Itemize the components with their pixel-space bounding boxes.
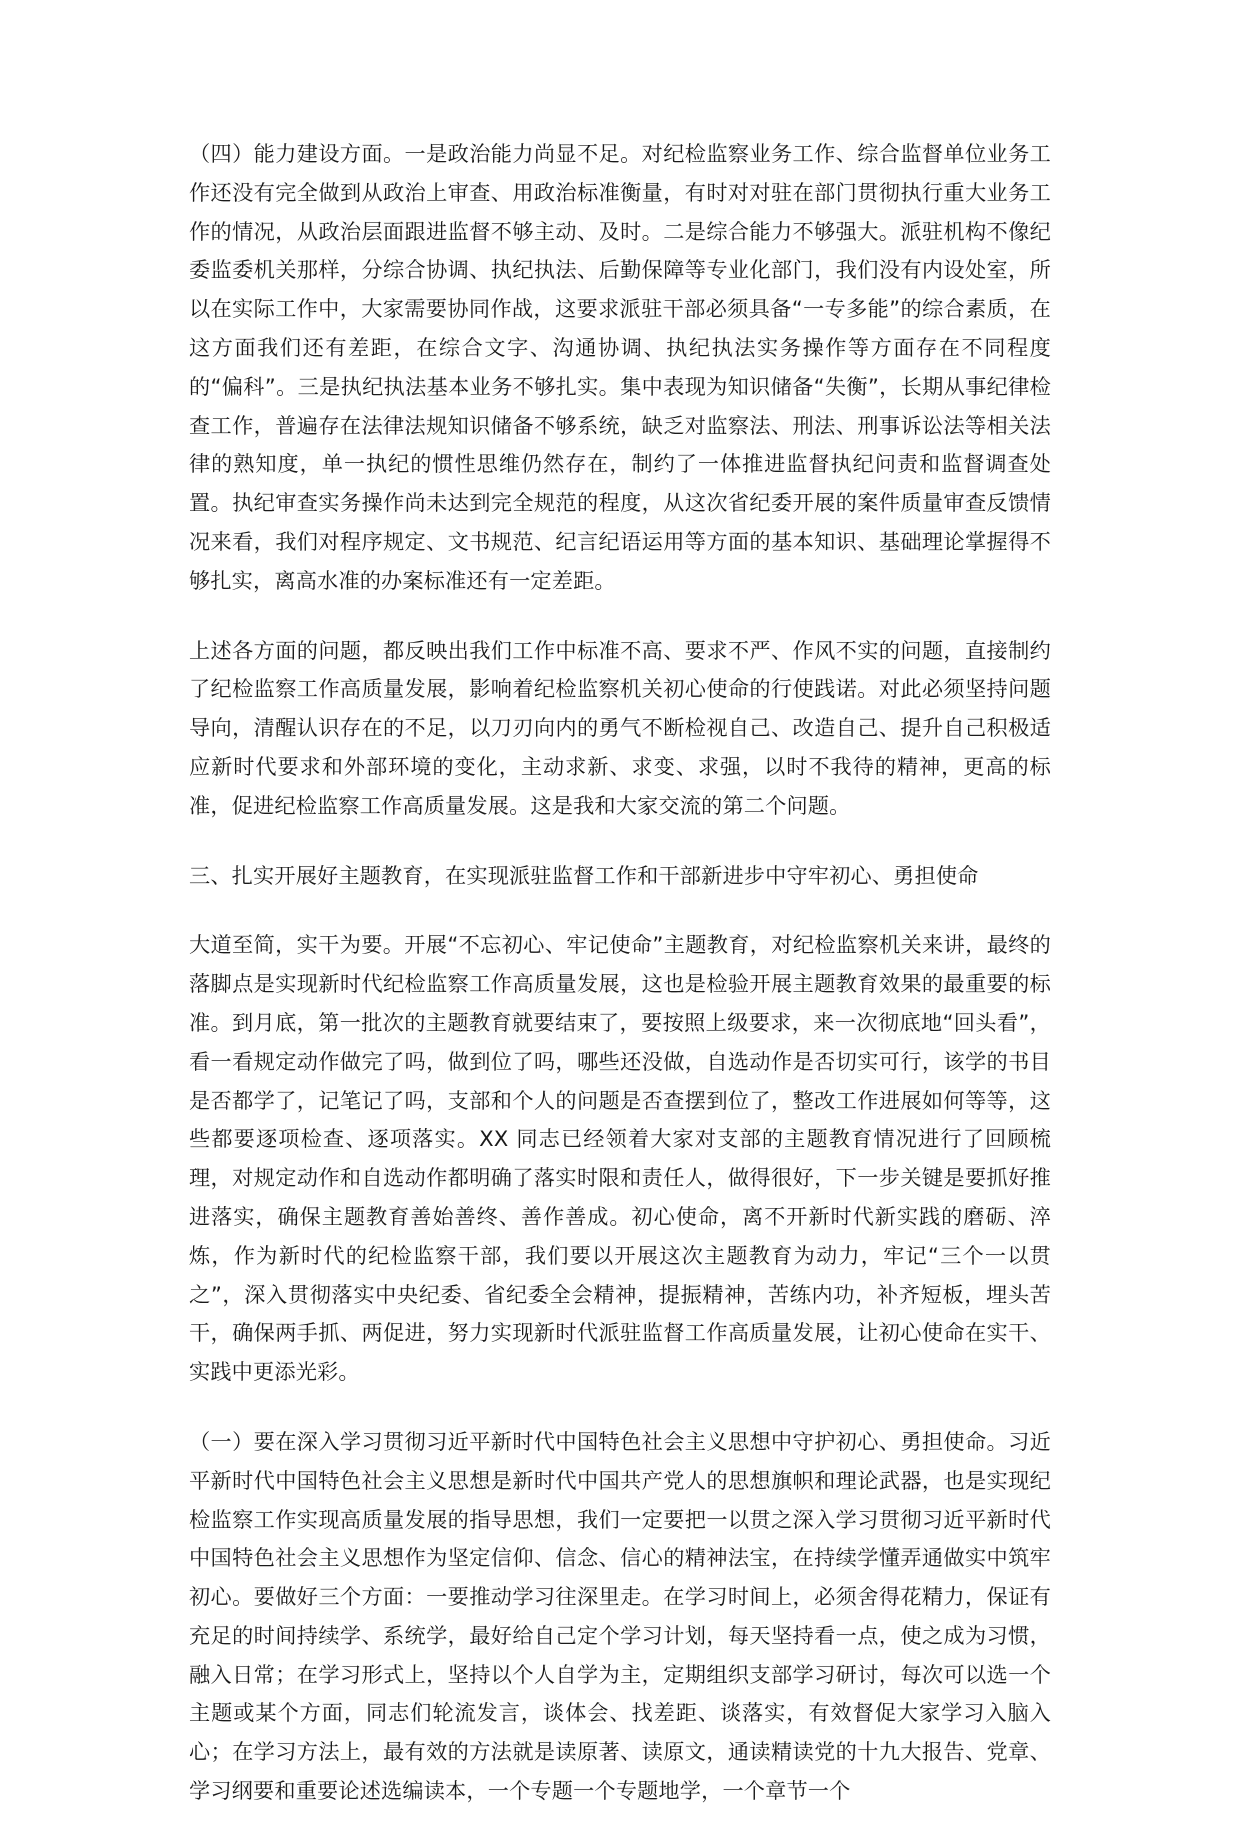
document-body [189, 135, 1051, 1842]
paragraph-study-thought: （一）要在深入学习贯彻习近平新时代中国特色社会主义思想中守护初心、勇担使命。习近平新时代中国特色社会主义思想是新时代中国共产党人的思想旗帜和理论武器，也是实现纪检监察工作实现高质量发展的指导思想，我们一定要把一以贯之深入学习贯彻习近平新时代中国特色社会主义思想作为坚定信仰、信念、信心的精神法宝，在持续学懂弄通做实中筑牢初心。要做好三个方面：一要推动学习往深里走。在学习时间上，必须舍得花精力，保证有充足的时间持续学、系统学，最好给自己定个学习计划，每天坚持看一点，使之成为习惯，融入日常；在学习形式上，坚持以个人自学为主，定期组织支部学习研讨，每次可以选一个主题或某个方面，同志们轮流发言，谈体会、找差距、谈落实，有效督促大家学习入脑入心；在学习方法上，最有效的方法就是读原著、读原文，通读精读党的十九大报告、党章、学习纲要和重要论述选编读本，一个专题一个专题地学，一个章节一个 [189, 1428, 1051, 1804]
paragraph-practical-work: 大道至简，实干为要。开展“不忘初心、牢记使命”主题教育，对纪检监察机关来讲，最终的落脚点是实现新时代纪检监察工作高质量发展，这也是检验开展主题教育效果的最重要的标准。到月底，第一批次的主题教育就要结束了，要按照上级要求，来一次彻底地“回头看”，看一看规定动作做完了吗，做到位了吗，哪些还没做，自选动作是否切实可行，该学的书目是否都学了，记笔记了吗，支部和个人的问题是否查摆到位了，整改工作进展如何等等，这些都要逐项检查、逐项落实。XX 同志已经领着大家对支部的主题教育情况进行了回顾梳理，对规定动作和自选动作都明确了落实时限和责任人，做得很好，下一步关键是要抓好推进落实，确保主题教育善始善终、善作善成。初心使命，离不开新时代新实践的磨砺、淬炼，作为新时代的纪检监察干部，我们要以开展这次主题教育为动力，牢记“三个一以贯之”，深入贯彻落实中央纪委、省纪委全会精神，提振精神，苦练内功，补齐短板，埋头苦干，确保两手抓、两促进，努力实现新时代派驻监督工作高质量发展，让初心使命在实干、实践中更添光彩。 [189, 932, 1051, 1385]
section-heading-three: 三、扎实开展好主题教育，在实现派驻监督工作和干部新进步中守牢初心、勇担使命 [189, 862, 979, 888]
paragraph-problem-summary: 上述各方面的问题，都反映出我们工作中标准不高、要求不严、作风不实的问题，直接制约了纪检监察工作高质量发展，影响着纪检监察机关初心使命的行使践诺。对此必须坚持问题导向，清醒认识存在的不足，以刀刃向内的勇气不断检视自己、改造自己、提升自己积极适应新时代要求和外部环境的变化，主动求新、求变、求强，以时不我待的精神，更高的标准，促进纪检监察工作高质量发展。这是我和大家交流的第二个问题。 [189, 637, 1051, 818]
paragraph-capacity-building: （四）能力建设方面。一是政治能力尚显不足。对纪检监察业务工作、综合监督单位业务工作还没有完全做到从政治上审查、用政治标准衡量，有时对对驻在部门贯彻执行重大业务工作的情况，从政治层面跟进监督不够主动、及时。二是综合能力不够强大。派驻机构不像纪委监委机关那样，分综合协调、执纪执法、后勤保障等专业化部门，我们没有内设处室，所以在实际工作中，大家需要协同作战，这要求派驻干部必须具备“一专多能”的综合素质，在这方面我们还有差距，在综合文字、沟通协调、执纪执法实务操作等方面存在不同程度的“偏科”。三是执纪执法基本业务不够扎实。集中表现为知识储备“失衡”，长期从事纪律检查工作，普遍存在法律法规知识储备不够系统，缺乏对监察法、刑法、刑事诉讼法等相关法律的熟知度，单一执纪的惯性思维仍然存在，制约了一体推进监督执纪问责和监督调查处置。执纪审查实务操作尚未达到完全规范的程度，从这次省纪委开展的案件质量审查反馈情况来看，我们对程序规定、文书规范、纪言纪语运用等方面的基本知识、基础理论掌握得不够扎实，离高水准的办案标准还有一定差距。 [189, 141, 1051, 593]
